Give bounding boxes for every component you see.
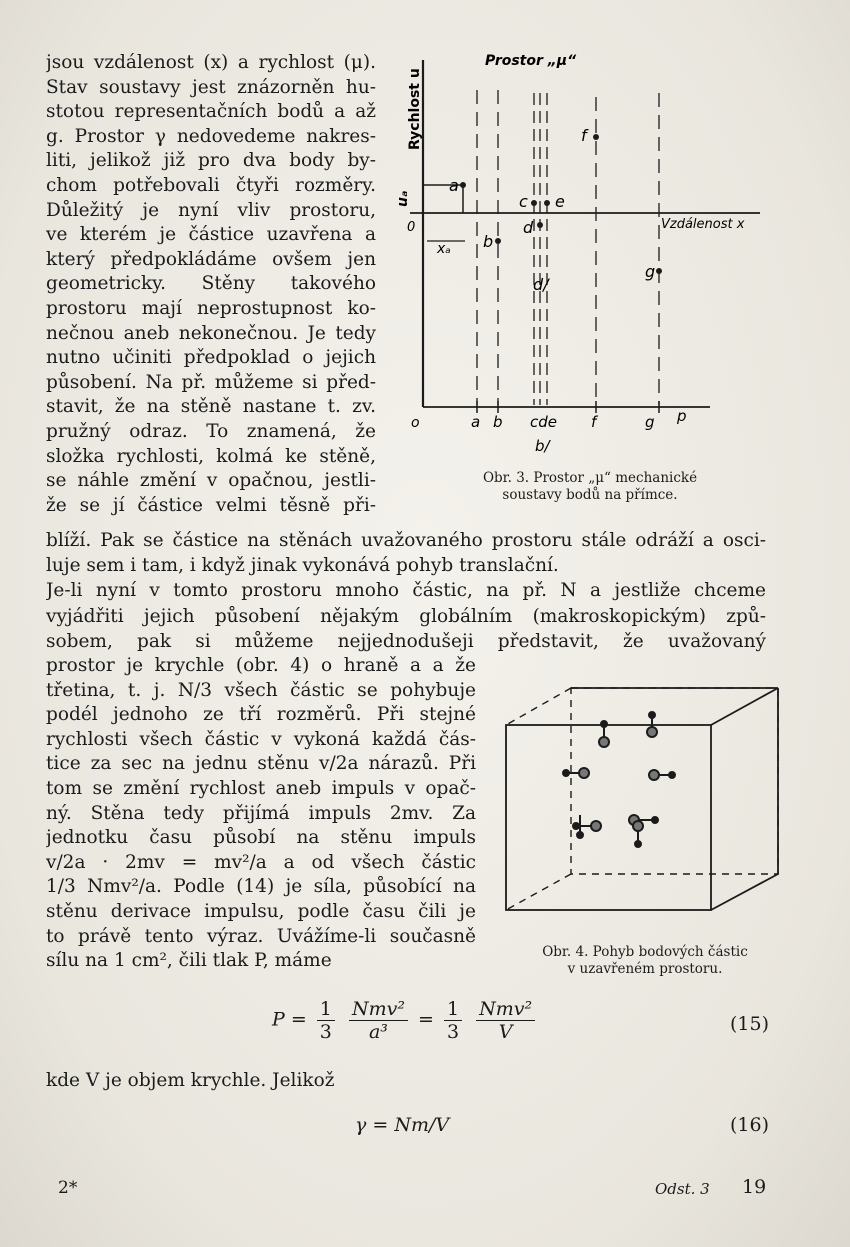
text-line: prostoru mají neprostupnost ko- [46,298,376,319]
text-line: Stav soustavy jest znázorněn hu- [46,76,376,98]
fig3-b-under: b/ [535,437,550,455]
fig3-point-c: c [519,192,528,211]
text-line: liti, jelikož již pro dva body by- [46,150,376,172]
text-line: Je-li nyní v tomto prostoru mnoho částic, na př. N a jestliže chceme [46,580,766,602]
text-line: stěnu derivace impulsu, podle času čili je [46,901,476,922]
fig3-bottom-b: b [493,413,503,431]
text-line: jsou vzdálenost (x) a rychlost (μ). [46,52,376,73]
page-number: 19 [742,1176,767,1198]
equation-16-number: (16) [730,1114,770,1136]
text-line: že se jí částice velmi těsně při- [46,494,376,516]
equation-15-number: (15) [730,1013,770,1035]
fig3-origin: 0 [407,220,416,235]
fig3-title: Prostor „μ“ [485,53,577,69]
footer-section: Odst. 3 [655,1180,710,1198]
text-line: luje sem i tam, i když jinak vykonává pohyb translační. [46,555,559,577]
footer-signature-mark: 2* [58,1178,78,1198]
fig3-point-g: g [645,262,656,281]
figure-3-phase-space [385,45,775,465]
after-equation-text: kde V je objem krychle. Jelikož [46,1070,335,1091]
equation-15: P = $\frac{1}{3}$ $\frac{\text{Nmv²}}{\text{a³}}$ = $\frac{1}{3}$ $\frac{\text{Nmv²}}{V}$ [272,998,539,1043]
figure-3-caption: Obr. 3. Prostor „μ“ mechanické soustavy bodů na přímce. [482,470,698,503]
text-line: pružný odraz. To znamená, že [46,421,376,442]
fig3-d-slash: d/ [533,275,549,294]
text-line: tom se změní rychlost aneb impuls v opač- [46,778,476,799]
text-line: stotou representačních bodů a až [46,101,376,123]
text-line: působení. Na př. můžeme si před- [46,371,376,393]
figure-4-caption: Obr. 4. Pohyb bodových částic v uzavřeném prostoru. [542,944,748,977]
fig3-xa-label: xₐ [437,241,451,257]
text-line: tice za sec na jednu stěnu v/2a nárazů. Při [46,753,476,775]
fig3-point-e: e [555,192,565,211]
fig3-bottom-origin: o [411,415,420,431]
fig3-bottom-f: f [591,413,597,431]
text-line: 1/3 Nmv²/a. Podle (14) je síla, působící na [46,876,476,898]
text-line: který předpokládáme ovšem jen [46,248,376,270]
text-line: sobem, pak si můžeme nejjednodušeji představit, že uvažovaný [46,630,766,652]
text-line: sílu na 1 cm², čili tlak P, máme [46,950,332,972]
text-line: rychlosti všech částic v vykoná každá čás- [46,728,476,750]
text-line: ve kterém je částice uzavřena a [46,224,376,246]
fig3-point-d: d [523,218,534,237]
text-line: složka rychlosti, kolmá ke stěně, [46,445,376,467]
fig3-p-label: p [677,407,687,425]
fig3-ua-label: uₐ [395,190,411,207]
text-line: třetina, t. j. N/3 všech částic se pohybuje [46,679,476,701]
fig3-x-axis-label: Vzdálenost x [661,217,745,232]
fig3-point-b: b [483,232,494,251]
equation-16: γ = Nm/V [355,1114,450,1136]
text-line: se náhle změní v opačnou, jestli- [46,470,376,492]
text-line: nečnou aneb nekonečnou. Je tedy [46,322,376,344]
fig3-bottom-cde: cde [530,413,557,431]
text-line: geometricky. Stěny takového [46,273,376,295]
text-line: prostor je krychle (obr. 4) o hraně a a že [46,655,476,676]
fig3-bottom-a: a [471,413,481,431]
text-line: to právě tento výraz. Uvážíme-li současně [46,925,476,947]
text-line: ný. Stěna tedy přijímá impuls 2mv. Za [46,802,476,824]
text-line: jednotku času působí na stěnu impuls [46,827,476,849]
figure-4-cube [500,680,790,920]
text-line: stavit, že na stěně nastane t. zv. [46,396,376,418]
text-line: nutno učiniti předpoklad o jejich [46,347,376,369]
text-line: vyjádřiti jejich působení nějakým globálním (makroskopickým) způ- [46,605,766,627]
text-line: Důležitý je nyní vliv prostoru, [46,199,376,221]
fig3-point-a: a [449,176,459,195]
fig3-bottom-g: g [645,413,655,431]
fig3-y-axis-label: Rychlost u [407,68,423,150]
text-line: blíží. Pak se částice na stěnách uvažovaného prostoru stále odráží a osci- [46,530,766,551]
text-line: podél jednoho ze tří rozměrů. Při stejné [46,704,476,726]
text-line: chom potřebovali čtyři rozměry. [46,175,376,196]
fig3-point-f: f [581,126,587,145]
text-line: g. Prostor γ nedovedeme nakres- [46,125,376,147]
text-line: v/2a · 2mv = mv²/a a od všech částic [46,851,476,873]
